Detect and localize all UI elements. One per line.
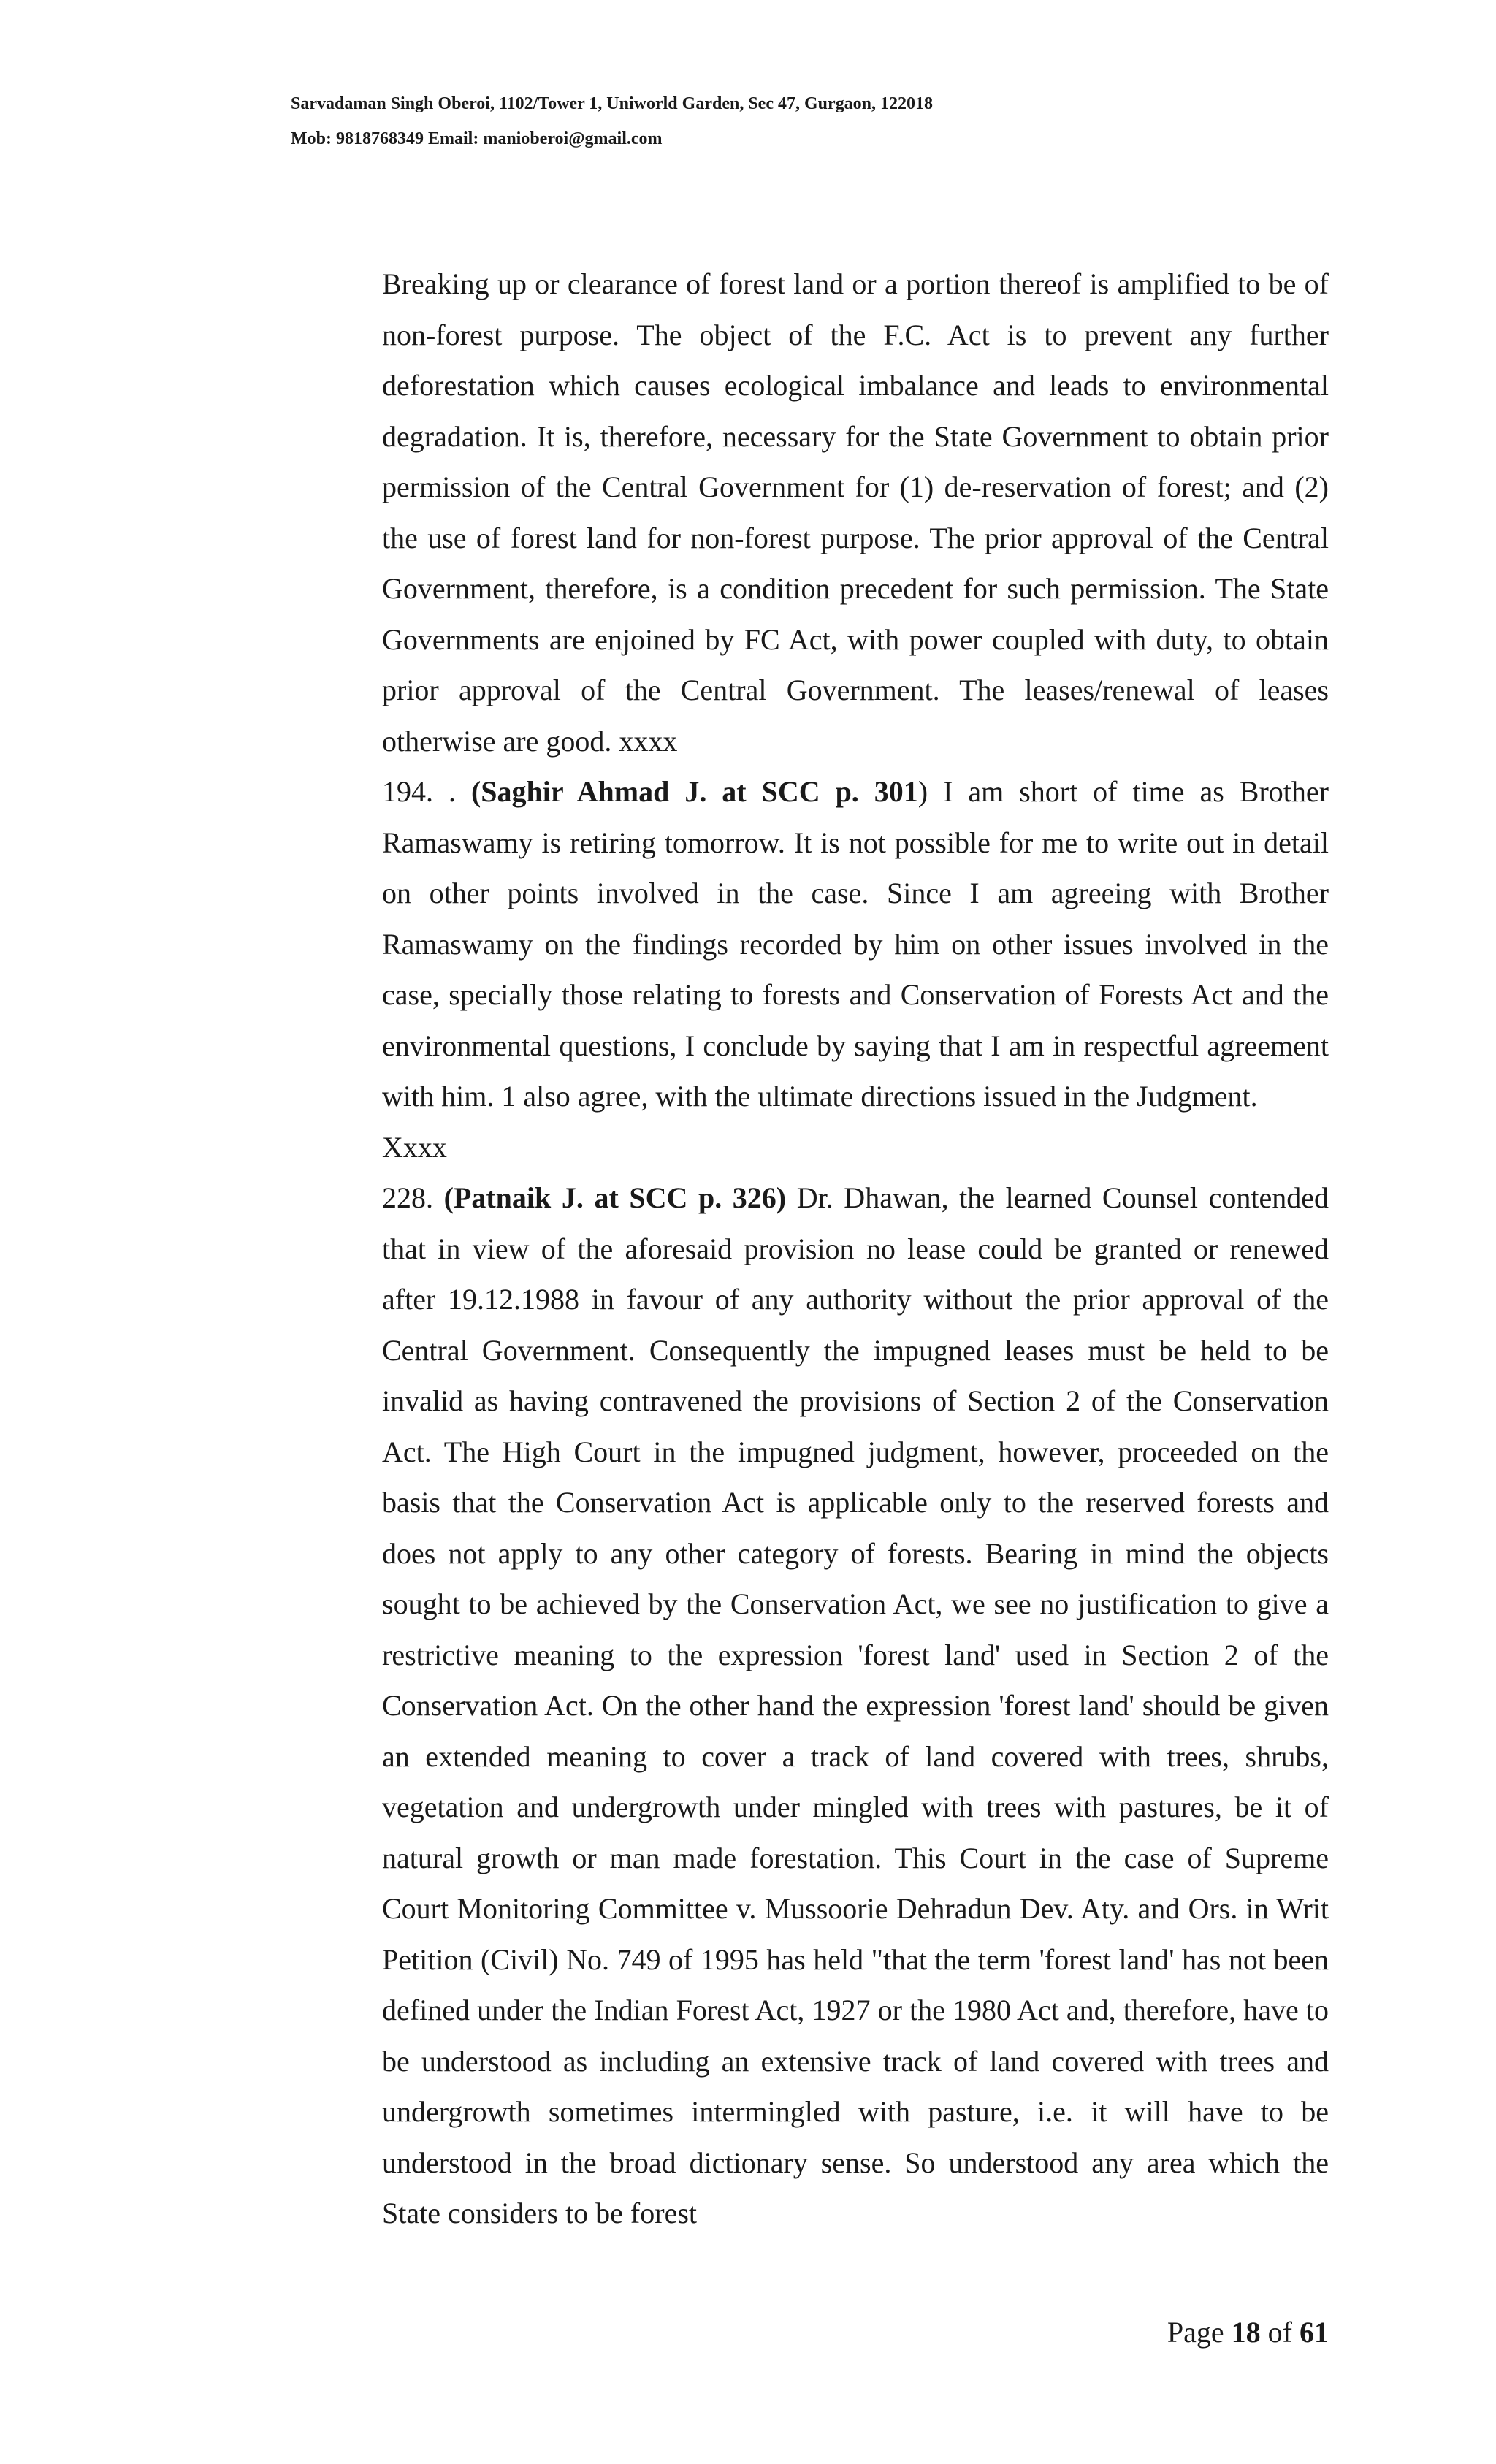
page-current: 18 (1231, 2316, 1261, 2349)
page-number (1167, 2314, 1329, 2351)
letterhead (291, 86, 1313, 156)
paragraph-continuation: Breaking up or clearance of forest land or a portion thereof is amplified to be of non-forest purpose. The object of the F.C. Act is to prevent any further deforestation which causes ecological imbalance and leads to environmental degradation. It is, therefore, necessary for the State Government to obtain prior permission of the Central Government for (1) de-reservation of forest; and (2) the use of forest land for non-forest purpose. The prior approval of the Central Government, therefore, is a condition precedent for such permission. The State Governments are enjoined by FC Act, with power coupled with duty, to obtain prior approval of the Central Government. The leases/renewal of leases otherwise are good. xxxx (382, 267, 1329, 758)
paragraph-separator: Xxxx (382, 1130, 447, 1164)
paragraph-text: Dr. Dhawan, the learned Counsel contended that in view of the aforesaid provision no lease could be granted or renewed after 19.12.1988 in favour of any authority without the prior approval of the Central Government. Consequently the impugned leases must be held to be invalid as having contravened the provisions of Section 2 of the Conservation Act. The High Court in the impugned judgment, however, proceeded on the basis that the Conservation Act is applicable only to the reserved forests and does not apply to any other category of forests. Bearing in mind the objects sought to be achieved by the Conservation Act, we see no justification to give a restrictive meaning to the expression 'forest land' used in Section 2 of the Conservation Act. On the other hand the expression 'forest land' should be given an extended meaning to cover a track of land covered with trees, shrubs, vegetation and undergrowth under mingled with trees with pastures, be it of natural growth or man made forestation. This Court in the case of Supreme Court Monitoring Committee v. Mussoorie Dehradun Dev. Aty. and Ors. in Writ Petition (Civil) No. 749 of 1995 has held "that the term 'forest land' has not been defined under the Indian Forest Act, 1927 or the 1980 Act and, therefore, have to be understood as including an extensive track of land covered with trees and undergrowth sometimes intermingled with pasture, i.e. it will have to be understood in the broad dictionary sense. So understood any area which the State considers to be forest (382, 1181, 1329, 2230)
citation-close: ) (917, 775, 928, 808)
page-of: of (1260, 2316, 1300, 2349)
letterhead-address: Sarvadaman Singh Oberoi, 1102/Tower 1, Uniworld Garden, Sec 47, Gurgaon, 122018 (291, 94, 933, 113)
paragraph-194 (382, 766, 1329, 1122)
citation: (Saghir Ahmad J. at SCC p. 301 (470, 775, 918, 808)
citation: (Patnaik J. at SCC p. 326) (443, 1181, 787, 1214)
page-label: Page (1167, 2316, 1232, 2349)
document-body (382, 259, 1329, 2239)
page-total: 61 (1300, 2316, 1329, 2349)
paragraph-number: 194. . (382, 775, 471, 808)
letterhead-contact: Mob: 9818768349 Email: manioberoi@gmail.com (291, 129, 663, 148)
paragraph-228 (382, 1172, 1329, 2239)
paragraph-number: 228. (382, 1181, 444, 1214)
paragraph-text: I am short of time as Brother Ramaswamy is retiring tomorrow. It is not possible for me to write out in detail on other points involved in the case. Since I am agreeing with Brother Ramaswamy on the findings recorded by him on other issues involved in the case, specially those relating to forests and Conservation of Forests Act and the environmental questions, I conclude by saying that I am in respectful agreement with him. 1 also agree, with the ultimate directions issued in the Judgment. (382, 775, 1329, 1113)
